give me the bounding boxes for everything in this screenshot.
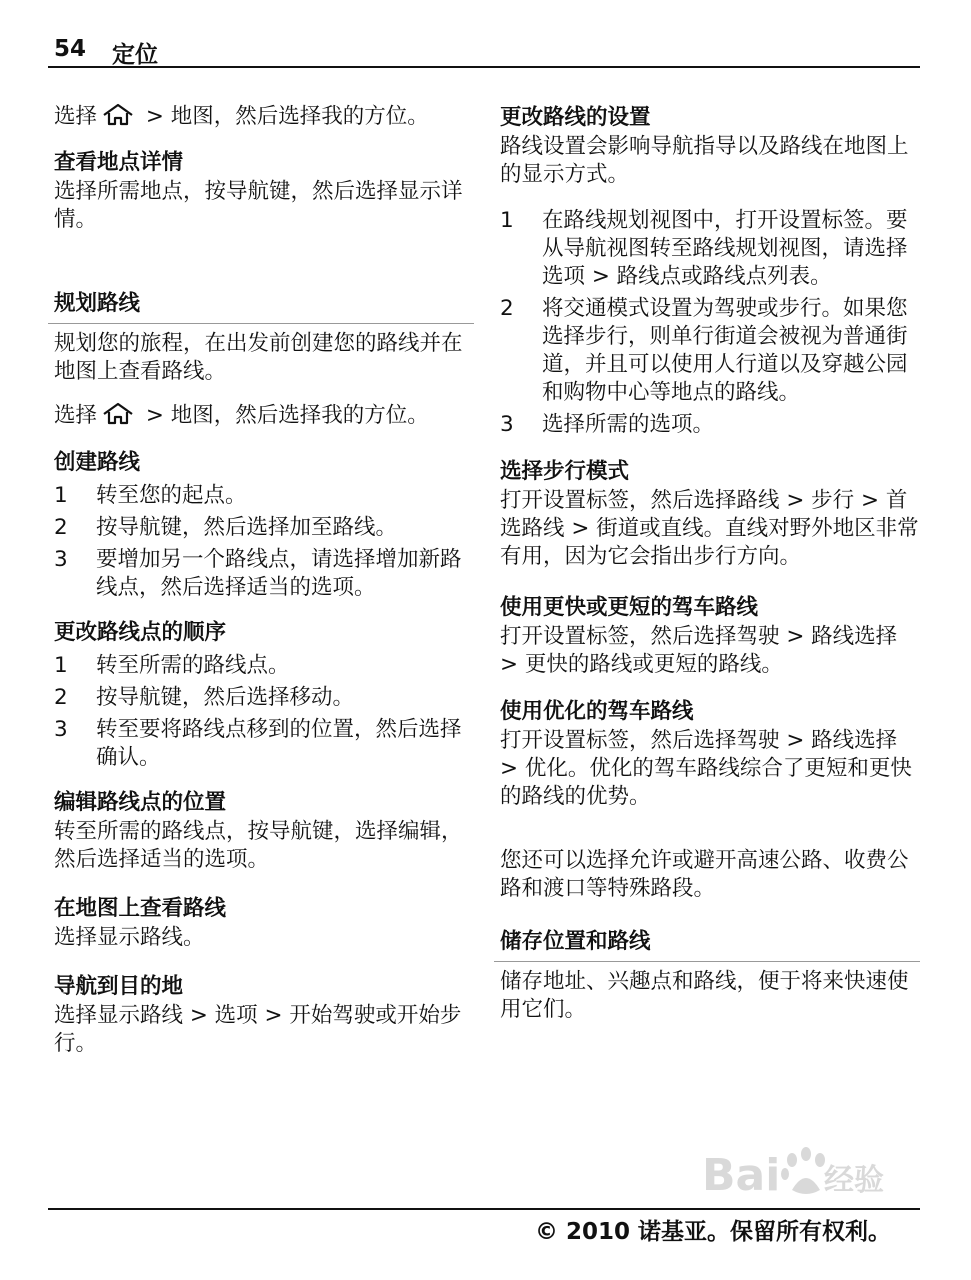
heading-walk-mode: 选择步行模式 xyxy=(500,459,630,484)
heading-view-route-map: 在地图上查看路线 xyxy=(54,896,227,921)
list-item: 1 在路线规划视图中，打开设置标签。要从导航视图转至路线规划视图，请选择选项 > 路线点或路线点列表。 xyxy=(500,208,908,289)
body-view-route-map: 选择显示路线。 xyxy=(54,925,205,950)
section-divider xyxy=(494,961,920,962)
copyright: © 2010 诺基亚。保留所有权利。 xyxy=(535,1219,892,1245)
list-item: 2 将交通模式设置为驾驶或步行。如果您选择步行，则单行街道会被视为普通街道，并且可以使用人行道以及穿越公园和购物中心等地点的路线。 xyxy=(500,296,908,405)
list-item: 1 转至所需的路线点。 xyxy=(54,653,290,678)
heading-plan-route: 规划路线 xyxy=(54,291,141,316)
heading-faster-shorter: 使用更快或更短的驾车路线 xyxy=(500,595,759,620)
heading-navigate: 导航到目的地 xyxy=(54,974,184,999)
select-home-line: 选择 > 地图，然后选择我的方位。 xyxy=(54,104,429,129)
list-item: 3 要增加另一个路线点，请选择增加新路线点，然后选择适当的选项。 xyxy=(54,547,462,600)
body-navigate: 选择显示路线 > 选项 > 开始驾驶或开始步行。 xyxy=(54,1003,462,1056)
body-faster-shorter: 打开设置标签，然后选择驾驶 > 路线选择 > 更快的路线或更短的路线。 xyxy=(500,624,898,677)
page-header xyxy=(48,36,920,68)
page-title: 定位 xyxy=(112,42,158,68)
heading-optimized: 使用优化的驾车路线 xyxy=(500,699,694,724)
heading-edit-waypoint: 编辑路线点的位置 xyxy=(54,790,227,815)
body-edit-waypoint: 转至所需的路线点，按导航键，选择编辑，然后选择适当的选项。 xyxy=(54,819,463,872)
heading-view-place-details: 查看地点详情 xyxy=(54,150,184,175)
right-column xyxy=(500,103,920,1024)
body-route-settings: 路线设置会影响导航指导以及路线在地图上的显示方式。 xyxy=(500,134,909,187)
body-save-places: 储存地址、兴趣点和路线，便于将来快速使用它们。 xyxy=(500,969,909,1022)
page-number: 54 xyxy=(54,36,87,62)
body-plan-route: 规划您的旅程，在出发前创建您的路线并在地图上查看路线。 xyxy=(54,331,463,384)
svg-text:Bai: Bai xyxy=(702,1150,781,1201)
list-item: 2 按导航键，然后选择加至路线。 xyxy=(54,515,398,540)
body-optimized: 打开设置标签，然后选择驾驶 > 路线选择 > 优化。优化的驾车路线综合了更短和更快的路线的优势。 xyxy=(500,728,912,809)
home-icon xyxy=(101,103,135,127)
select-home-line-2: 选择 > 地图，然后选择我的方位。 xyxy=(54,403,429,428)
baidu-watermark-logo xyxy=(700,1138,915,1206)
section-divider xyxy=(48,323,474,324)
heading-save-places: 储存位置和路线 xyxy=(500,929,651,954)
list-item: 2 按导航键，然后选择移动。 xyxy=(54,685,355,710)
heading-change-order: 更改路线点的顺序 xyxy=(54,620,227,645)
left-column xyxy=(54,103,474,1058)
footer-divider xyxy=(48,1208,920,1210)
body-special-roads: 您还可以选择允许或避开高速公路、收费公路和渡口等特殊路段。 xyxy=(500,848,909,901)
heading-route-settings: 更改路线的设置 xyxy=(500,105,651,130)
body-view-place-details: 选择所需地点，按导航键，然后选择显示详情。 xyxy=(54,179,463,232)
body-walk-mode: 打开设置标签，然后选择路线 > 步行 > 首选路线 > 街道或直线。直线对野外地区非常有用，因为它会指出步行方向。 xyxy=(500,488,919,569)
list-item: 1 转至您的起点。 xyxy=(54,483,247,508)
svg-text:经验: 经验 xyxy=(824,1163,884,1198)
heading-create-route: 创建路线 xyxy=(54,450,141,475)
home-icon xyxy=(101,402,135,426)
list-item: 3 转至要将路线点移到的位置，然后选择确认。 xyxy=(54,717,462,770)
list-item: 3 选择所需的选项。 xyxy=(500,412,715,437)
